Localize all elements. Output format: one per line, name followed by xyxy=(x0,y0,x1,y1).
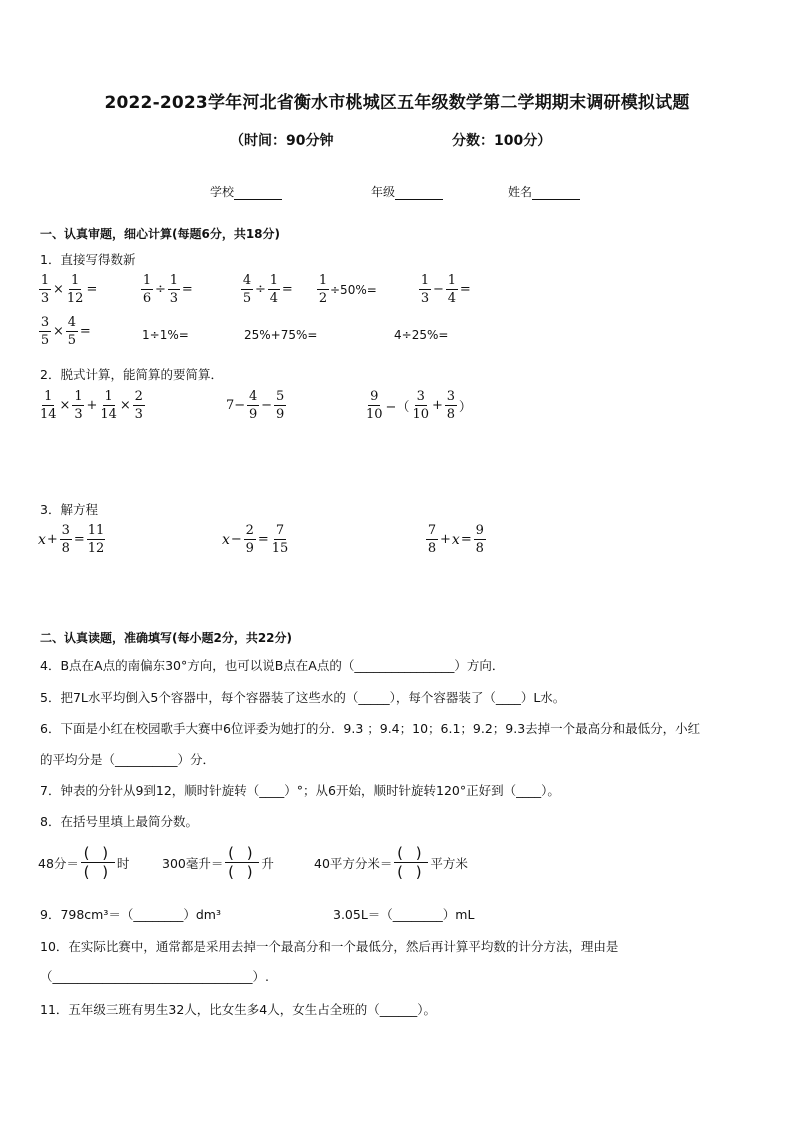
school-blank[interactable] xyxy=(234,187,282,200)
q2-expr-1: $\frac{1}{14}$ × $\frac{1}{3}$ + $\frac{1}{14}$ × $\frac{2}{3}$ xyxy=(40,389,143,422)
grade-blank[interactable] xyxy=(395,187,443,200)
q7: 7．钟表的分针从9到12，顺时针旋转（____）°；从6开始，顺时针旋转120°正好到（____）。 xyxy=(40,783,560,798)
school-label: 学校 xyxy=(210,185,235,199)
q1-expr-4: $\frac{1}{2}$ ÷50%= xyxy=(318,273,377,306)
q8-item-2: 300毫升＝ ( ) ( ) 升 xyxy=(162,844,274,881)
exam-title: 2022-2023学年河北省衡水市桃城区五年级数学第二学期期末调研模拟试题 xyxy=(104,93,690,113)
q2-expr-2: 7− $\frac{4}{9}$ − $\frac{5}{9}$ xyxy=(226,389,285,422)
q10-line2: （________________________________）. xyxy=(40,969,269,984)
answer-fraction-blank[interactable]: ( ) ( ) xyxy=(394,845,428,880)
q1-expr-5: $\frac{1}{3}$ − $\frac{1}{4}$ = xyxy=(420,273,471,306)
q1-expr-9: 4÷25%= xyxy=(394,328,449,342)
name-field xyxy=(508,183,580,200)
q8-item-1: 48分＝ ( ) ( ) 时 xyxy=(38,844,130,881)
q8-stem: 8．在括号里填上最简分数。 xyxy=(40,814,198,829)
q1-expr-3: $\frac{4}{5}$ ÷ $\frac{1}{4}$ = xyxy=(242,273,293,306)
q10-line1: 10．在实际比赛中，通常都是采用去掉一个最高分和一个最低分，然后再计算平均数的计分方法，理由是 xyxy=(40,939,619,954)
q1-expr-6: $\frac{3}{5}$ × $\frac{4}{5}$ = xyxy=(40,315,91,348)
exam-time: （时间：90分钟 xyxy=(230,133,334,149)
q1-expr-1: $\frac{1}{3}$ × $\frac{1}{12}$ = xyxy=(40,273,98,306)
q6-line1: 6．下面是小红在校园歌手大赛中6位评委为她打的分．9.3 ；9.4；10；6.1；9.2；9.3去掉一个最高分和最低分，小红 xyxy=(40,721,701,736)
q8-item-3: 40平方分米＝ ( ) ( ) 平方米 xyxy=(314,844,468,881)
q4: 4．B点在A点的南偏东30°方向，也可以说B点在A点的（________________）方向． xyxy=(40,658,505,673)
section2-heading: 二、认真读题，准确填写(每小题2分，共22分) xyxy=(40,631,293,645)
q9-part-a: 9．798cm³＝（________）dm³ xyxy=(40,907,221,922)
q3-stem: 3．解方程 xyxy=(40,502,98,517)
q3-equation-2: x − $\frac{2}{9}$ = $\frac{7}{15}$ xyxy=(222,523,289,556)
q3-equation-3: $\frac{7}{8}$ + x = $\frac{9}{8}$ xyxy=(427,523,484,556)
school-field xyxy=(210,183,282,200)
q1-expr-8: 25%+75%= xyxy=(244,328,318,342)
grade-field xyxy=(371,183,443,200)
q11: 11．五年级三班有男生32人，比女生多4人，女生占全班的（______）。 xyxy=(40,1002,437,1017)
answer-fraction-blank[interactable]: ( ) ( ) xyxy=(225,845,259,880)
name-blank[interactable] xyxy=(532,187,580,200)
q3-equation-1: x + $\frac{3}{8}$ = $\frac{11}{12}$ xyxy=(38,523,105,556)
q6-line2: 的平均分是（__________）分． xyxy=(40,752,216,767)
q1-expr-2: $\frac{1}{6}$ ÷ $\frac{1}{3}$ = xyxy=(142,273,193,306)
exam-score: 分数：100分） xyxy=(452,133,552,149)
q5: 5．把7L水平均倒入5个容器中，每个容器装了这些水的（_____），每个容器装了（____）L水。 xyxy=(40,690,566,705)
q2-stem: 2．脱式计算，能简算的要简算． xyxy=(40,367,223,382)
answer-fraction-blank[interactable]: ( ) ( ) xyxy=(81,845,115,880)
q9-part-b: 3.05L＝（________）mL xyxy=(333,907,475,922)
q1-expr-7: 1÷1%= xyxy=(142,328,189,342)
q1-stem: 1．直接写得数新 xyxy=(40,252,136,267)
grade-label: 年级 xyxy=(371,185,396,199)
q2-expr-3: $\frac{9}{10}$ −（ $\frac{3}{10}$ + $\frac{3}{8}$ ） xyxy=(366,389,472,422)
name-label: 姓名 xyxy=(508,185,533,199)
section1-heading: 一、认真审题，细心计算(每题6分，共18分) xyxy=(40,227,281,241)
